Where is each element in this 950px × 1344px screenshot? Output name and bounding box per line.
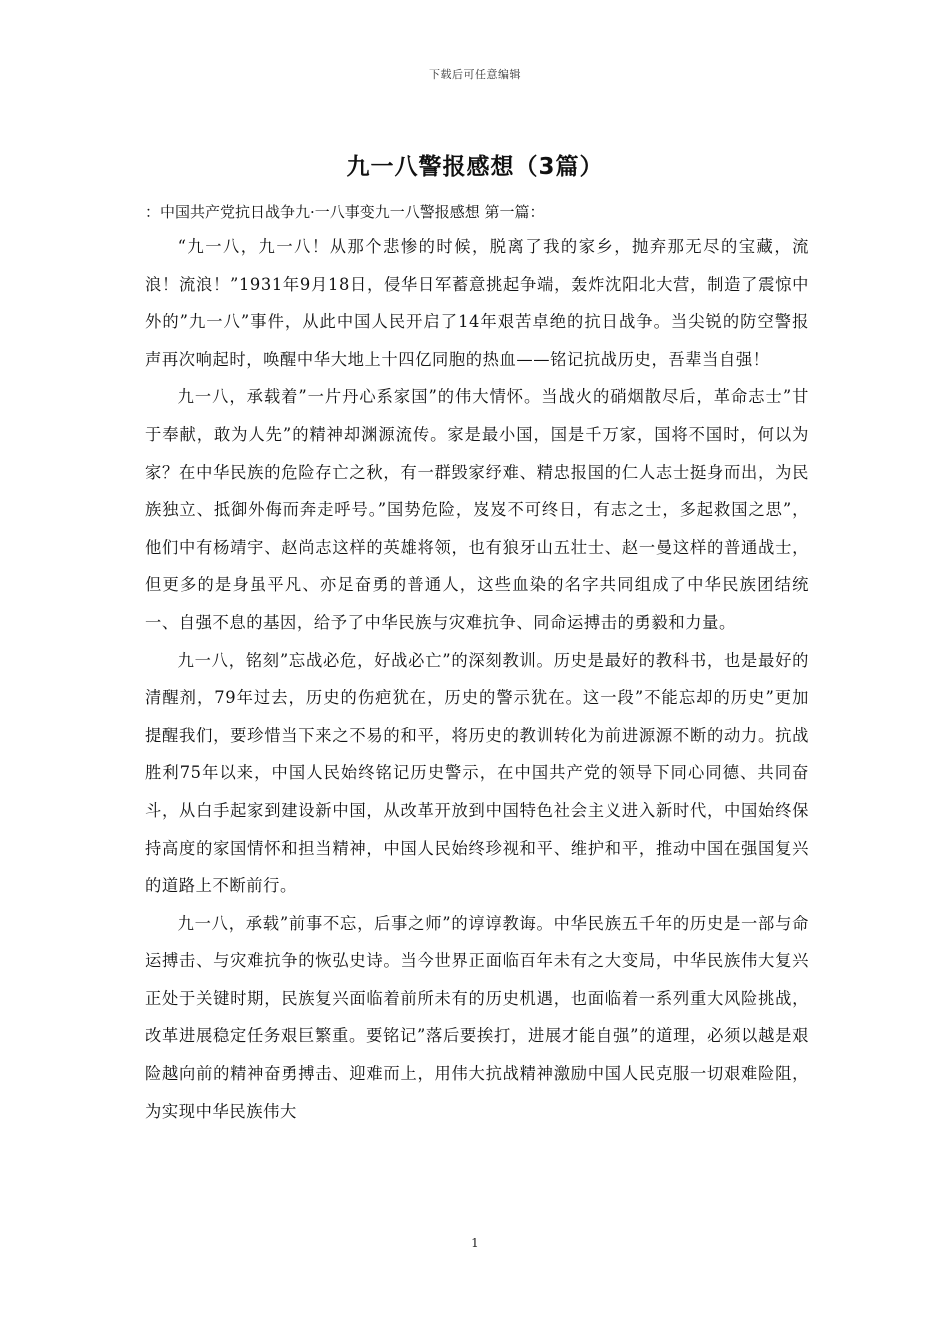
document-subtitle: ：中国共产党抗日战争九·一八事变九一八警报感想 第一篇： [145,203,545,221]
paragraph-1: “九一八，九一八！从那个悲惨的时候，脱离了我的家乡，抛弃那无尽的宝藏，流浪！流浪！”1931年9月18日，侵华日军蓄意挑起争端，轰炸沈阳北大营，制造了震惊中外的”九一八”事件，从此中国人民开启了14年艰苦卓绝的抗日战争。当尖锐的防空警报声再次响起时，唤醒中华大地上十四亿同胞的热血——铭记抗战历史，吾辈当自强！ [145,237,809,369]
page-number: 1 [471,1236,479,1250]
document-body [145,196,809,1130]
paragraph-3: 九一八，铭刻”忘战必危，好战必亡”的深刻教训。历史是最好的教科书，也是最好的清醒剂，79年过去，历史的伤疤犹在，历史的警示犹在。这一段”不能忘却的历史”更加提醒我们，要珍惜当下来之不易的和平，将历史的教训转化为前进源源不断的动力。抗战胜利75年以来，中国人民始终铭记历史警示，在中国共产党的领导下同心同德、共同奋斗，从白手起家到建设新中国，从改革开放到中国特色社会主义进入新时代，中国始终保持高度的家国情怀和担当精神，中国人民始终珍视和平、维护和平，推动中国在强国复兴的道路上不断前行。 [145,650,809,896]
paragraph-4: 九一八，承载”前事不忘，后事之师”的谆谆教诲。中华民族五千年的历史是一部与命运搏击、与灾难抗争的恢弘史诗。当今世界正面临百年未有之大变局，中华民族伟大复兴正处于关键时期，民族复兴面临着前所未有的历史机遇，也面临着一系列重大风险挑战，改革进展稳定任务艰巨繁重。要铭记”落后要挨打，进展才能自强”的道理，必须以越是艰险越向前的精神奋勇搏击、迎难而上，用伟大抗战精神激励中国人民克服一切艰难险阻，为实现中华民族伟大 [145,913,809,1121]
page-header-note: 下载后可任意编辑 [429,68,521,81]
paragraph-2: 九一八，承载着”一片丹心系家国”的伟大情怀。当战火的硝烟散尽后，革命志士”甘于奉献，敢为人先”的精神却渊源流传。家是最小国，国是千万家，国将不国时，何以为家？在中华民族的危险存亡之秋，有一群毁家纾难、精忠报国的仁人志士挺身而出，为民族独立、抵御外侮而奔走呼号。”国势危险，岌岌不可终日，有志之士，多起救国之思”，他们中有杨靖宇、赵尚志这样的英雄将领，也有狼牙山五壮士、赵一曼这样的普通战士，但更多的是身虽平凡、亦足奋勇的普通人，这些血染的名字共同组成了中华民族团结统一、自强不息的基因，给予了中华民族与灾难抗争、同命运搏击的勇毅和力量。 [145,387,809,632]
document-title: 九一八警报感想（3篇） [346,154,604,180]
